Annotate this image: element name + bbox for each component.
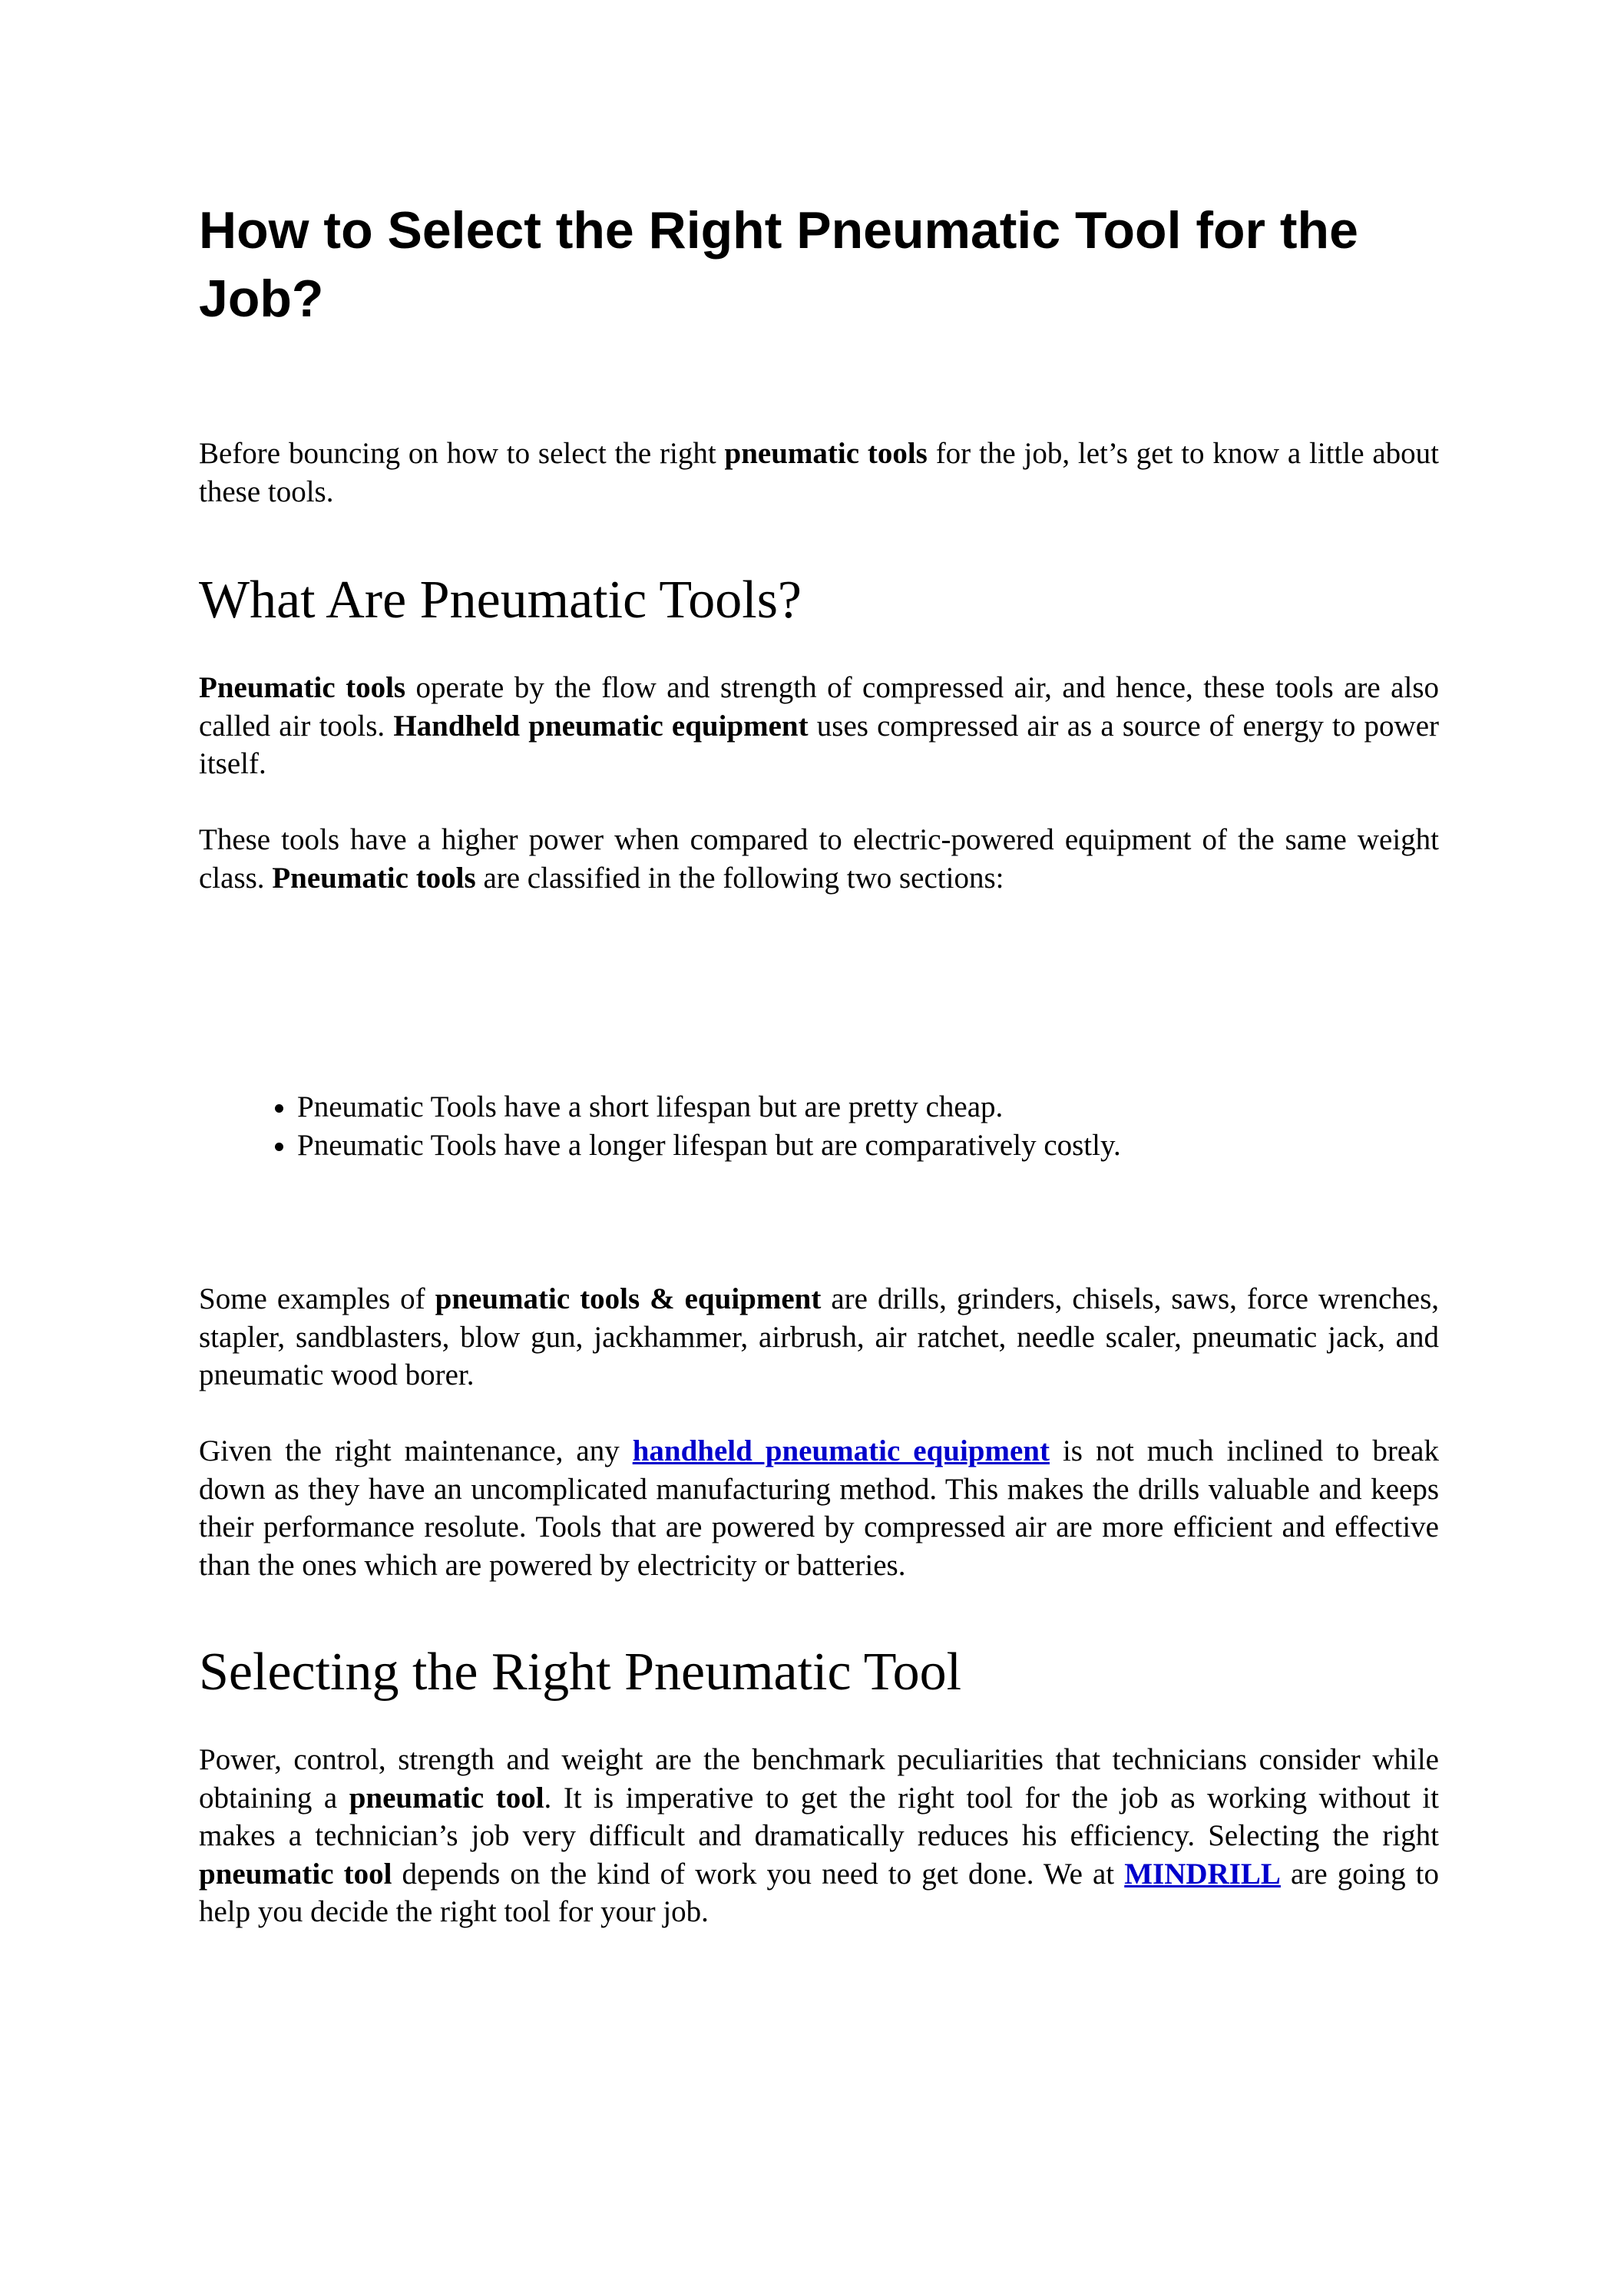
paragraph [199,1741,1439,1931]
paragraph [199,1432,1439,1584]
bold-text: pneumatic tools & equipment [435,1282,822,1315]
page-title: How to Select the Right Pneumatic Tool for the Job? [199,201,1358,328]
handheld-equipment-link[interactable]: handheld pneumatic equipment [632,1434,1050,1467]
text: Given the right maintenance, any [199,1434,633,1467]
text: are drills, grinders, chisels, saws, force wrenches, stapler, sandblasters, blow gun, jackhammer, airbrush, air ratchet, needle scaler, pneumatic jack, and pneumatic wood borer. [199,1282,1440,1391]
text: for the job, let’s get to know a little about these tools. [199,437,1439,508]
text: Some examples of [199,1282,435,1315]
text: uses compressed air as a source of energy to power itself. [199,709,1439,780]
text: Before bouncing on how to select the right [199,437,725,470]
bold-text: pneumatic tool [349,1781,544,1815]
text: is not much inclined to break down as they have an uncomplicated manufacturing method. This makes the drills valuable and keeps their performance resolute. Tools that are powered by compressed air are more efficient and effective than the ones which are powered by electricity or batteries. [199,1434,1439,1582]
mindrill-link[interactable]: MINDRILL [1124,1857,1281,1891]
paragraph [199,669,1439,783]
bold-text: Pneumatic tools [272,861,476,895]
text: are classified in the following two sections: [475,861,1004,895]
text: Power, control, strength and weight are the benchmark peculiarities that technicians consider while obtaining a [199,1743,1439,1815]
list-item: • Pneumatic Tools have a short lifespan but are pretty cheap. [297,1088,1439,1126]
bold-text: Handheld pneumatic equipment [393,709,809,743]
text: These tools have a higher power when compared to electric-powered equipment of the same weight class. [199,823,1439,895]
text: depends on the kind of work you need to get done. We at [392,1857,1125,1891]
bold-text: Pneumatic tools [199,671,406,704]
bullet-list [199,1088,1439,1164]
bold-text: pneumatic tool [199,1857,392,1891]
text: operate by the flow and strength of compressed air, and hence, these tools are also called air tools. [199,671,1439,743]
intro-paragraph [199,435,1439,511]
text: are going to help you decide the right tool for your job. [199,1857,1439,1928]
text: . It is imperative to get the right tool for the job as working without it makes a technician’s job very difficult and dramatically reduces his efficiency. Selecting the right [199,1781,1439,1852]
bold-text: pneumatic tools [724,437,928,470]
section-heading: What Are Pneumatic Tools? [199,571,802,630]
paragraph [199,1280,1439,1394]
paragraph [199,821,1439,897]
list-item: • Pneumatic Tools have a longer lifespan but are comparatively costly. [297,1126,1439,1165]
section-heading: Selecting the Right Pneumatic Tool [199,1643,962,1702]
